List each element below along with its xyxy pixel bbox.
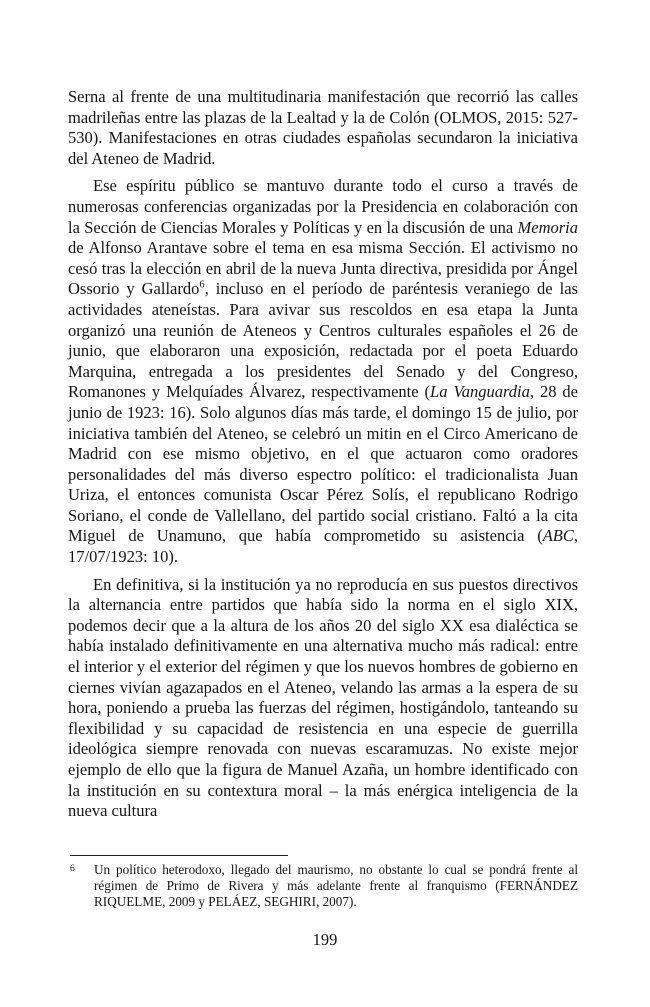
footnote <box>68 862 578 911</box>
paragraph <box>68 87 578 169</box>
body-text <box>68 87 578 822</box>
text-run: Un político heterodoxo, llegado del maurismo, no obstante lo cual se pondrá frente al régimen de Primo de Rivera y más adelante frente al franquismo (FERNÁNDEZ RIQUELME, 2009 y PELÁEZ, SEGHIRI, 2007). <box>94 862 578 910</box>
footnote-reference: 6 <box>199 279 205 291</box>
paragraph <box>68 176 578 567</box>
italic-text: Memoria <box>517 217 578 237</box>
text-run: , 17/07/1923: 10). <box>68 526 578 567</box>
text-run: Serna al frente de una multitudinaria manifestación que recorrió las calles madrileñas entre las plazas de la Lealtad y la de Colón (OLMOS, 2015: 527-530). Manifestaciones en otras ciudades españolas secundaron la iniciativa del Ateneo de Madrid. <box>68 87 578 168</box>
footnote-separator <box>70 855 288 856</box>
text-run: En definitiva, si la institución ya no reproducía en sus puestos directivos la alternancia entre partidos que había sido la norma en el siglo XIX, podemos decir que a la altura de los años 20 del siglo XX esa dialéctica se había instalado definitivamente en una alternativa mucho más radical: entre el interior y el exterior del régimen y que los nuevos hombres de gobierno en ciernes vivían agazapados en el Ateneo, velando las armas a la espera de su hora, poniendo a prueba las fuerzas del régimen, hostigándolo, tanteando su flexibilidad y su capacidad de resistencia en una especie de guerrilla ideológica siempre renovada con nuevas escaramuzas. No existe mejor ejemplo de ello que la figura de Manuel Azaña, un hombre identificado con la institución en su contextura moral – la más enérgica inteligencia de la nueva cultura <box>68 574 578 821</box>
footnote-section <box>68 855 578 911</box>
paragraph <box>68 575 578 822</box>
footnote-text <box>94 862 578 909</box>
italic-text: ABC <box>542 526 574 546</box>
footnote-marker: 6 <box>70 864 75 874</box>
page-number: 199 <box>312 930 338 949</box>
text-run: Ese espíritu público se mantuvo durante todo el curso a través de numerosas conferencias organizadas por la Presidencia en colaboración con la Sección de Ciencias Morales y Políticas y en la discusión de una <box>68 176 578 237</box>
text-run: , incluso en el período de paréntesis veraniego de las actividades ateneístas. Para avivar sus rescoldos en esa etapa la Junta organizó una reunión de Ateneos y Centros culturales españoles el 26 de junio, que elaboraron una exposición, redactada por el poeta Eduardo Marquina, entregada a los presidentes del Senado y del Congreso, Romanones y Melquíades Álvarez, respectivamente ( <box>68 279 578 402</box>
text-run: de Alfonso Arantave sobre el tema en esa misma Sección. El activismo no cesó tras la elección en abril de la nueva Junta directiva, presidida por Ángel Ossorio y Gallardo <box>68 238 578 299</box>
text-run: , 28 de junio de 1923: 16). Solo algunos días más tarde, el domingo 15 de julio, por iniciativa también del Ateneo, se celebró un mitin en el Circo Americano de Madrid con ese mismo objetivo, en el que actuaron como oradores personalidades del más diverso espectro político: el tradicionalista Juan Uriza, el entonces comunista Oscar Pérez Solís, el republicano Rodrigo Soriano, el conde de Vallellano, del partido social cristiano. Faltó a la cita Miguel de Unamuno, que había comprometido su asistencia ( <box>68 382 578 546</box>
italic-text: La Vanguardia <box>430 382 530 402</box>
